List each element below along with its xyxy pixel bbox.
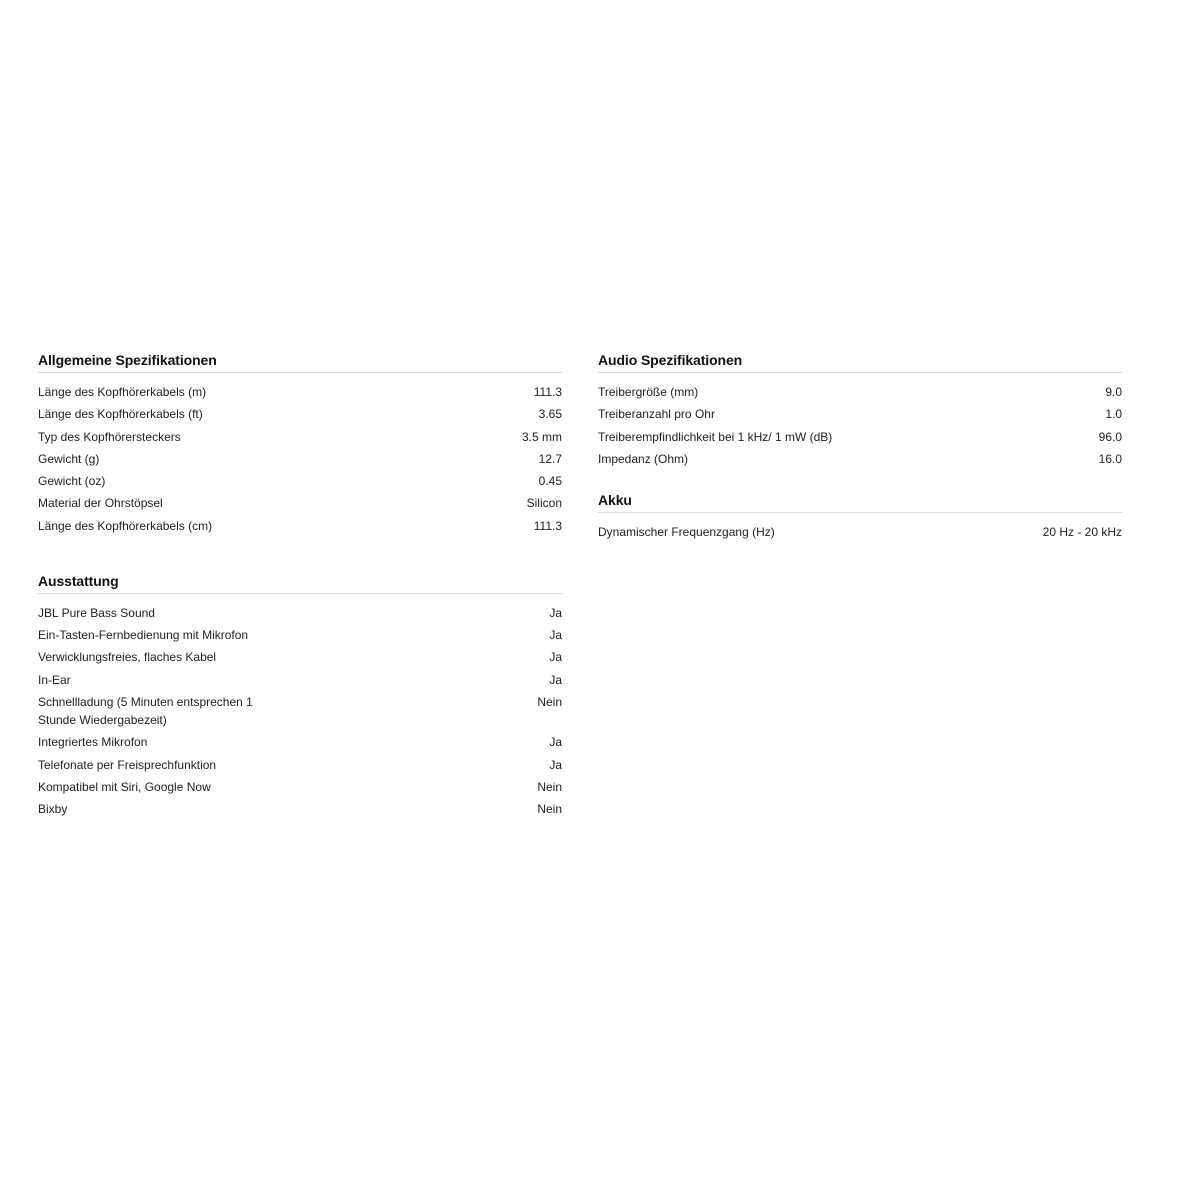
spec-value: Nein: [537, 779, 562, 794]
section-ausstattung: [38, 571, 562, 818]
spec-value: Ja: [549, 605, 562, 620]
spec-value: 0.45: [538, 474, 562, 489]
spec-value: 16.0: [1098, 451, 1122, 466]
spec-value: Ja: [549, 735, 562, 750]
section-title: Allgemeine Spezifikationen: [38, 350, 562, 373]
spec-value: 1.0: [1105, 407, 1122, 422]
spec-row: [598, 428, 1122, 446]
spec-row: [598, 383, 1122, 401]
spec-label: JBL Pure Bass Sound: [38, 605, 155, 620]
spec-row: [38, 800, 562, 818]
left-column: [38, 350, 562, 822]
spec-row: [38, 693, 562, 729]
spec-value: Nein: [537, 694, 562, 709]
spec-row: [38, 604, 562, 622]
spec-label: Ein-Tasten-Fernbedienung mit Mikrofon: [38, 628, 249, 643]
spec-row: [598, 523, 1122, 541]
spec-value: Nein: [537, 802, 562, 817]
spec-label: Gewicht (g): [38, 451, 100, 466]
spec-value: 9.0: [1105, 385, 1122, 399]
spec-label: Länge des Kopfhörerkabels (ft): [38, 407, 203, 422]
spec-value: 96.0: [1098, 429, 1122, 444]
spec-label: Integriertes Mikrofon: [38, 735, 148, 750]
spec-value: Ja: [549, 628, 562, 643]
spec-row: [38, 383, 562, 401]
right-column: [598, 350, 1122, 545]
spec-label: Länge des Kopfhörerkabels (cm): [38, 518, 213, 533]
spec-label: Telefonate per Freisprechfunktion: [38, 757, 217, 772]
spec-label: Typ des Kopfhörersteckers: [38, 429, 181, 444]
spec-row: [38, 671, 562, 689]
spec-label: Länge des Kopfhörerkabels (m): [38, 385, 207, 399]
section-title: Ausstattung: [38, 571, 562, 594]
spec-label: In-Ear: [38, 672, 71, 687]
spec-row: [38, 648, 562, 666]
spec-row: [38, 626, 562, 644]
spec-row: [38, 517, 562, 535]
spec-value: 20 Hz - 20 kHz: [1042, 524, 1122, 539]
spec-row: [598, 405, 1122, 423]
spec-label: Treiberanzahl pro Ohr: [598, 407, 715, 422]
spec-row: [598, 450, 1122, 468]
spec-value: 3.5 mm: [521, 429, 562, 444]
spec-row: [38, 472, 562, 490]
spec-value: Ja: [549, 650, 562, 665]
spec-value: 111.3: [533, 518, 562, 533]
spec-label: Treiberempfindlichkeit bei 1 kHz/ 1 mW (dB): [598, 429, 833, 444]
spec-label: Schnellladung (5 Minuten entsprechen 1 Stunde Wiedergabezeit): [38, 694, 253, 727]
spec-value: Ja: [549, 672, 562, 687]
spec-label: Impedanz (Ohm): [598, 451, 689, 466]
spec-row: [38, 778, 562, 796]
spec-row: [38, 450, 562, 468]
section-audio-spezifikationen: [598, 350, 1122, 468]
spec-value: Ja: [549, 757, 562, 772]
spec-value: 3.65: [538, 407, 562, 422]
spec-label: Treibergröße (mm): [598, 385, 699, 399]
spec-label: Gewicht (oz): [38, 474, 106, 489]
spec-row: [38, 405, 562, 423]
spec-label: Kompatibel mit Siri, Google Now: [38, 779, 211, 794]
section-title: Akku: [598, 490, 1122, 513]
spec-label: Verwicklungsfreies, flaches Kabel: [38, 650, 217, 665]
spec-label: Dynamischer Frequenzgang (Hz): [598, 524, 775, 539]
spec-row: [38, 733, 562, 751]
spec-value: 12.7: [538, 451, 562, 466]
spec-value: Silicon: [526, 496, 562, 511]
spec-value: 111.3: [533, 385, 562, 399]
spec-label: Bixby: [38, 802, 68, 817]
section-akku: [598, 490, 1122, 541]
spec-label: Material der Ohrstöpsel: [38, 496, 163, 511]
spec-row: [38, 494, 562, 512]
spec-row: [38, 756, 562, 774]
spec-row: [38, 428, 562, 446]
section-allgemeine-spezifikationen: [38, 350, 562, 535]
section-title: Audio Spezifikationen: [598, 350, 1122, 373]
